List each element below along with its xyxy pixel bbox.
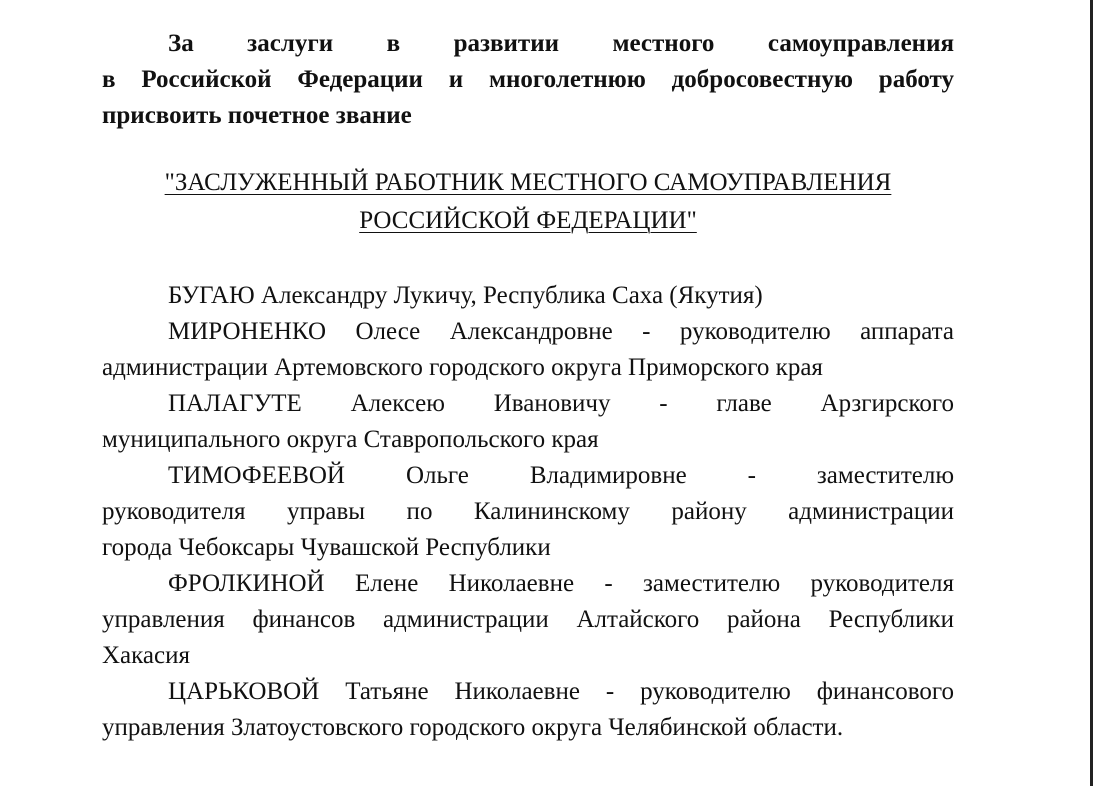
- awardee-entry: [102, 314, 954, 386]
- awardee-surname: ЦАРЬКОВОЙ: [168, 678, 320, 705]
- intro-line-1: За заслуги в развитии местного самоуправления: [168, 30, 954, 57]
- awardee-details-cont: управления финансов администрации Алтайского района Республики: [102, 606, 954, 633]
- awardee-entry: [102, 674, 954, 746]
- awardee-details-cont: муниципального округа Ставропольского края: [102, 426, 599, 453]
- awardee-surname: МИРОНЕНКО: [168, 318, 327, 345]
- awardee-details: Олесе Александровне - руководителю аппарата: [355, 318, 955, 345]
- page-edge: [1090, 0, 1093, 786]
- document-body: [102, 26, 954, 746]
- awardee-details-cont: Хакасия: [102, 642, 190, 669]
- title-line-2: РОССИЙСКОЙ ФЕДЕРАЦИИ": [359, 207, 697, 234]
- awardee-details-cont: города Чебоксары Чувашской Республики: [102, 534, 551, 561]
- awardee-details: Татьяне Николаевне - руководителю финансового: [345, 678, 955, 705]
- awardee-entry: [102, 386, 954, 458]
- awardee-details-cont: руководителя управы по Калининскому району администрации: [102, 498, 954, 525]
- awardee-details-cont: управления Златоустовского городского округа Челябинской области.: [102, 714, 844, 741]
- awardee-details: Алексею Ивановичу - главе Арзгирского: [350, 390, 954, 417]
- honorary-title: [102, 164, 954, 240]
- awardee-details: Ольге Владимировне - заместителю: [405, 462, 954, 489]
- awardee-entry: [102, 278, 954, 314]
- awardee-details: Александру Лукичу, Республика Саха (Якутия): [260, 282, 763, 309]
- awardee-details: Елене Николаевне - заместителю руководителя: [354, 570, 955, 597]
- awardee-details-cont: администрации Артемовского городского округа Приморского края: [102, 354, 823, 381]
- awardee-surname: БУГАЮ: [168, 282, 255, 309]
- awardee-entry: [102, 458, 954, 566]
- awardee-surname: ТИМОФЕЕВОЙ: [168, 462, 345, 489]
- awardees-list: [102, 278, 954, 746]
- awardee-surname: ПАЛАГУТЕ: [168, 390, 302, 417]
- awardee-entry: [102, 566, 954, 674]
- intro-line-2: в Российской Федерации и многолетнюю добросовестную работу: [102, 66, 954, 93]
- intro-line-3: присвоить почетное звание: [102, 102, 412, 129]
- decree-intro: [102, 26, 954, 134]
- awardee-surname: ФРОЛКИНОЙ: [168, 570, 325, 597]
- title-line-1: "ЗАСЛУЖЕННЫЙ РАБОТНИК МЕСТНОГО САМОУПРАВЛЕНИЯ: [164, 169, 892, 196]
